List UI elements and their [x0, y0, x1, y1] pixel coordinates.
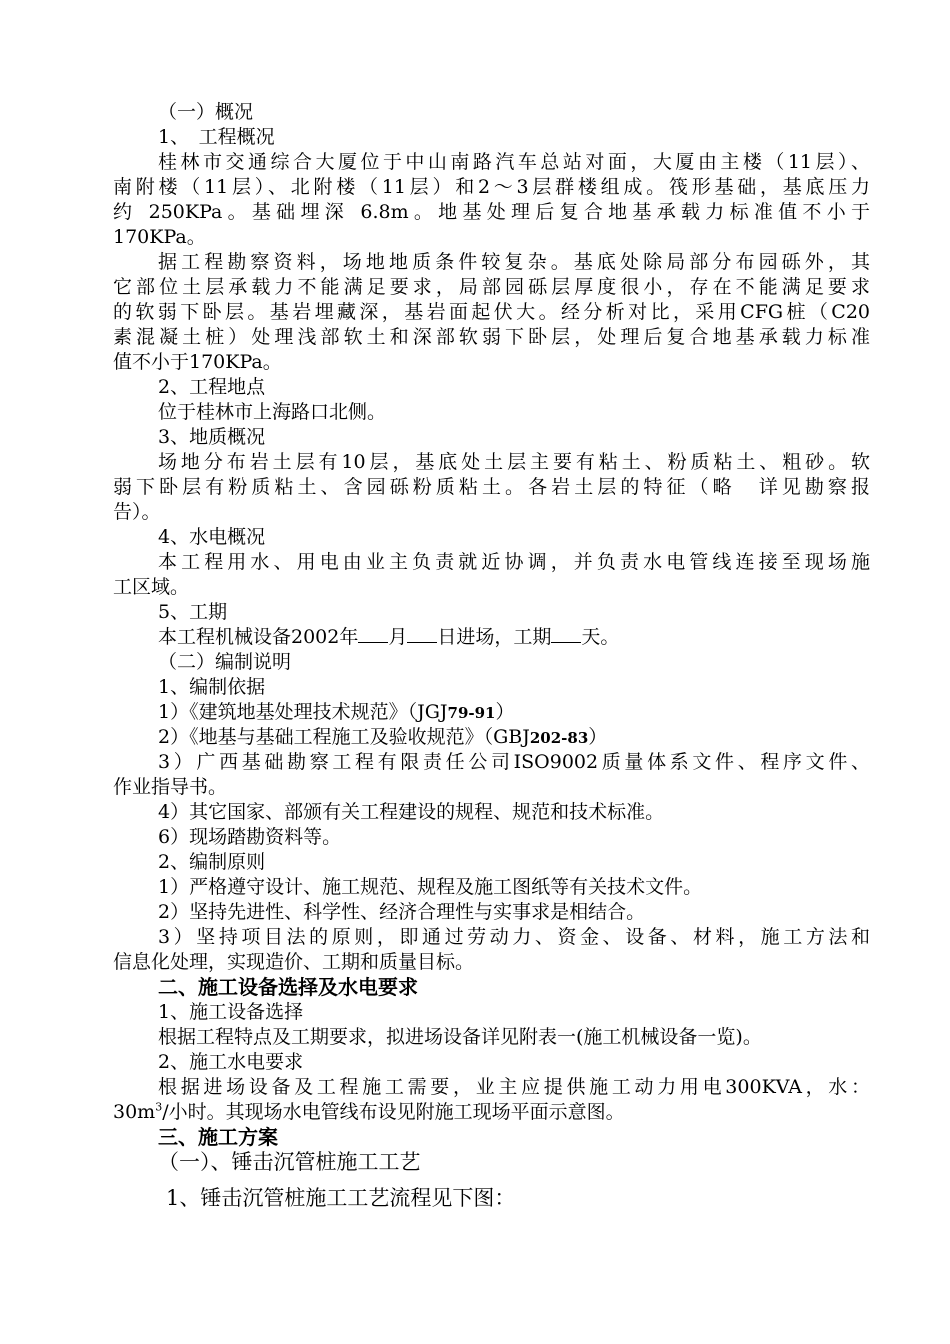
part-heading: 二、施工设备选择及水电要求: [158, 975, 418, 999]
paragraph-line: 位于桂林市上海路口北侧。: [158, 401, 387, 423]
schedule-text: 日进场，工期: [437, 626, 552, 648]
paragraph-line: 告）。: [113, 501, 161, 523]
subsection-heading: 1、 工程概况: [158, 126, 275, 148]
schedule-text: 本工程机械设备2002年: [158, 626, 359, 648]
subsection-heading: 5、工期: [158, 601, 228, 623]
list-item: 3）坚持项目法的原则，即通过劳动力、资金、设备、材料，施工方法和: [158, 926, 870, 948]
subsection-heading: 2、施工水电要求: [158, 1051, 304, 1073]
list-item-text: 2）《地基与基础工程施工及验收规范》（GBJ: [158, 726, 530, 748]
paragraph-line: 素混凝土桩）处理浅部软土和深部软弱下卧层，处理后复合地基承载力标准: [113, 326, 870, 348]
section-heading: （二）编制说明: [158, 651, 292, 673]
paragraph-line: 的软弱下卧层。基岩埋藏深，基岩面起伏大。经分析对比，采用CFG桩（C20: [113, 301, 870, 323]
subsection-heading: 2、编制原则: [158, 851, 266, 873]
list-item: 信息化处理，实现造价、工期和质量目标。: [113, 951, 475, 973]
blank-duration: [551, 626, 581, 643]
standard-number: 79-91: [447, 704, 496, 722]
paragraph-line: 根据工程特点及工期要求，拟进场设备详见附表一(施工机械设备一览)。: [158, 1026, 762, 1048]
schedule-line: [158, 625, 870, 650]
part-heading: 三、施工方案: [158, 1125, 278, 1149]
paragraph-line: 约 250KPa。基础埋深 6.8m。地基处理后复合地基承载力标准值不小于: [113, 201, 870, 223]
paragraph-line: 值不小于170KPa。: [113, 351, 282, 373]
section-heading: （一）概况: [158, 101, 254, 123]
list-item: 4）其它国家、部颁有关工程建设的规程、规范和技术标准。: [158, 801, 665, 823]
paragraph-text: /小时。其现场水电管线布设见附施工现场平面示意图。: [162, 1101, 625, 1123]
list-item-text: 1）《建筑地基处理技术规范》（JGJ: [158, 701, 448, 723]
list-item: 3）广西基础勘察工程有限责任公司ISO9002质量体系文件、程序文件、: [158, 751, 870, 773]
paragraph-line: 南附楼（11层）、北附楼（11层）和2～3层群楼组成。筏形基础，基底压力: [113, 176, 870, 198]
subsection-heading: （一）、锤击沉管桩施工工艺: [158, 1150, 421, 1174]
list-item-text: ）: [588, 726, 608, 748]
subsection-heading: 4、水电概况: [158, 526, 266, 548]
list-item: 1）严格遵守设计、施工规范、规程及施工图纸等有关技术文件。: [158, 876, 703, 898]
superscript: 3: [155, 1100, 163, 1114]
list-item-text: ）: [495, 701, 515, 723]
schedule-text: 月: [388, 626, 408, 648]
paragraph-text: 30m: [113, 1101, 156, 1123]
list-item: [158, 725, 870, 750]
paragraph-line: 桂林市交通综合大厦位于中山南路汽车总站对面，大厦由主楼（11层）、: [158, 151, 870, 173]
list-item: 6）现场踏勘资料等。: [158, 826, 342, 848]
standard-number: 202-83: [529, 729, 589, 747]
list-item: [158, 700, 870, 725]
paragraph-line: 170KPa。: [113, 226, 206, 248]
paragraph-line: [113, 1100, 873, 1125]
subsection-heading: 1、施工设备选择: [158, 1001, 304, 1023]
blank-month: [358, 626, 388, 643]
paragraph-line: 本工程用水、用电由业主负责就近协调，并负责水电管线连接至现场施: [158, 551, 870, 573]
paragraph-line: 它部位土层承载力不能满足要求，局部园砾层厚度很小，存在不能满足要求: [113, 276, 870, 298]
paragraph-line: 据工程勘察资料，场地地质条件较复杂。基底处除局部分布园砾外，其: [158, 251, 870, 273]
list-item: 2）坚持先进性、科学性、经济合理性与实事求是相结合。: [158, 901, 646, 923]
paragraph-line: 弱下卧层有粉质粘土、含园砾粉质粘土。各岩土层的特征（略 详见勘察报: [113, 476, 870, 498]
blank-day: [407, 626, 437, 643]
paragraph-line: 根据进场设备及工程施工需要，业主应提供施工动力用电300KVA，水：: [158, 1076, 870, 1098]
paragraph-line: 场地分布岩土层有10层，基底处土层主要有粘土、粉质粘土、粗砂。软: [158, 451, 870, 473]
paragraph-line: 1、锤击沉管桩施工工艺流程见下图：: [166, 1186, 516, 1210]
schedule-text: 天。: [581, 626, 620, 648]
subsection-heading: 3、地质概况: [158, 426, 266, 448]
list-item: 作业指导书。: [113, 776, 228, 798]
paragraph-line: 工区域。: [113, 576, 190, 598]
subsection-heading: 2、工程地点: [158, 376, 266, 398]
subsection-heading: 1、编制依据: [158, 676, 266, 698]
